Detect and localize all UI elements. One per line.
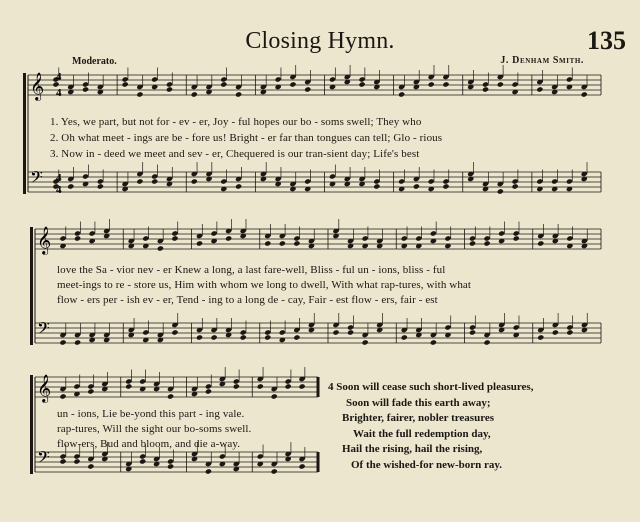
notehead: [191, 91, 198, 97]
notehead: [196, 240, 203, 246]
notehead: [257, 383, 264, 389]
notehead: [167, 463, 174, 469]
notehead: [293, 240, 300, 246]
notehead: [205, 388, 212, 394]
notehead: [271, 393, 278, 399]
composer-surname: enham Smith.: [519, 55, 584, 66]
notehead: [552, 329, 559, 335]
lyric-line: rap-tures, Will the sight our bo-soms swell.: [57, 423, 252, 435]
lyric-line: 3. Now in - deed we meet and sev - er, Chequered is our tran-sient day; Life's best: [50, 148, 420, 160]
notehead: [59, 458, 66, 464]
notehead: [512, 183, 519, 189]
notehead: [157, 245, 164, 251]
notehead: [401, 334, 408, 340]
time-signature-bass-top: 4: [56, 172, 62, 184]
lyric-line: un - ions, Lie be-yond this part - ing vale.: [57, 408, 245, 420]
time-signature-bass-bottom: 4: [56, 184, 62, 196]
notehead: [233, 383, 240, 389]
notehead: [171, 235, 178, 241]
notehead: [235, 183, 242, 189]
lyric-line: meet-ings to re - store us, Him with whom we long to dwell, With what rap-tures, with what: [57, 279, 472, 291]
notehead: [97, 183, 104, 189]
notehead: [537, 240, 544, 246]
notehead: [483, 339, 490, 345]
page-title: Closing Hymn.: [245, 28, 395, 54]
bass-clef: 𝄢: [30, 167, 43, 191]
bass-clef: 𝄢: [37, 447, 50, 471]
verse-line: Wait the full redemption day,: [353, 427, 491, 440]
notehead: [332, 329, 339, 335]
notehead: [513, 235, 520, 241]
notehead: [398, 91, 405, 97]
verse-line: Soon will fade this earth away;: [346, 396, 491, 409]
page-number: 135: [587, 26, 626, 55]
notehead: [87, 463, 94, 469]
notehead: [136, 178, 143, 184]
tempo-marking: Moderato.: [72, 56, 117, 67]
system-brace: [30, 227, 33, 345]
lyric-line: love the Sa - vior nev - er Knew a long, a last fare-well, Bliss - ful un - ions, bliss - ful: [57, 264, 446, 276]
notehead: [373, 183, 380, 189]
lyric-line: 1. Yes, we part, but not for - ev - er, Joy - ful hopes our bo - soms swell; They who: [50, 116, 422, 128]
notehead: [293, 334, 300, 340]
verse-line: Of the wished-for new-born ray.: [351, 458, 503, 471]
notehead: [285, 383, 292, 389]
notehead: [74, 339, 81, 345]
lyric-line: flow - ers per - ish ev - er, Tend - ing to a long de - cay, Fair - est flow - ers, fair - est: [57, 294, 438, 306]
notehead: [139, 458, 146, 464]
notehead: [210, 334, 217, 340]
notehead: [59, 393, 66, 399]
time-signature-top: 4: [56, 71, 62, 83]
notehead: [581, 91, 588, 97]
notehead: [136, 91, 143, 97]
notehead: [482, 86, 489, 92]
notehead: [73, 458, 80, 464]
notehead: [469, 240, 476, 246]
notehead: [235, 91, 242, 97]
notehead: [59, 339, 66, 345]
notehead: [304, 86, 311, 92]
notehead: [122, 81, 129, 87]
notehead: [497, 81, 504, 87]
notehead: [167, 393, 174, 399]
notehead: [358, 81, 365, 87]
notehead: [430, 339, 437, 345]
notehead: [279, 240, 286, 246]
notehead: [74, 235, 81, 241]
notehead: [289, 81, 296, 87]
system-brace: [30, 375, 33, 474]
notehead: [271, 468, 278, 474]
notehead: [483, 240, 490, 246]
composer-initial: J. D: [500, 55, 520, 66]
bass-clef: 𝄢: [37, 318, 50, 342]
treble-clef: 𝄞: [37, 226, 52, 254]
notehead: [220, 81, 227, 87]
notehead: [497, 188, 504, 194]
notehead: [413, 183, 420, 189]
verse-line: Hail the rising, hail the rising,: [342, 443, 483, 455]
lyric-line: flow-ers, Bud and bloom, and die a-way.: [57, 438, 241, 450]
notehead: [442, 183, 449, 189]
notehead: [537, 334, 544, 340]
notehead: [225, 235, 232, 241]
notehead: [67, 183, 74, 189]
notehead: [205, 468, 212, 474]
treble-clef: 𝄞: [37, 374, 52, 402]
notehead: [347, 329, 354, 335]
notehead: [469, 329, 476, 335]
notehead: [442, 81, 449, 87]
time-signature-bottom: 4: [56, 87, 62, 99]
notehead: [125, 383, 132, 389]
verse-line: Brighter, fairer, nobler treasures: [342, 412, 495, 424]
verse-line: 4 Soon will cease such short-lived pleasures,: [328, 381, 534, 393]
notehead: [428, 81, 435, 87]
system-brace: [23, 73, 26, 194]
notehead: [87, 388, 94, 394]
notehead: [362, 339, 369, 345]
notehead: [151, 178, 158, 184]
notehead: [264, 334, 271, 340]
treble-clef: 𝄞: [30, 72, 45, 100]
verse-4: [328, 380, 533, 473]
notehead: [171, 329, 178, 335]
notehead: [196, 334, 203, 340]
lyric-line: 2. Oh what meet - ings are be - fore us! Bright - er far than tongues can tell; Glo - rious: [50, 132, 443, 144]
notehead: [536, 86, 543, 92]
notehead: [240, 334, 247, 340]
notehead: [166, 86, 173, 92]
notehead: [82, 86, 89, 92]
notehead: [298, 463, 305, 469]
notehead: [298, 383, 305, 389]
notehead: [191, 178, 198, 184]
notehead: [566, 329, 573, 335]
notehead: [264, 240, 271, 246]
